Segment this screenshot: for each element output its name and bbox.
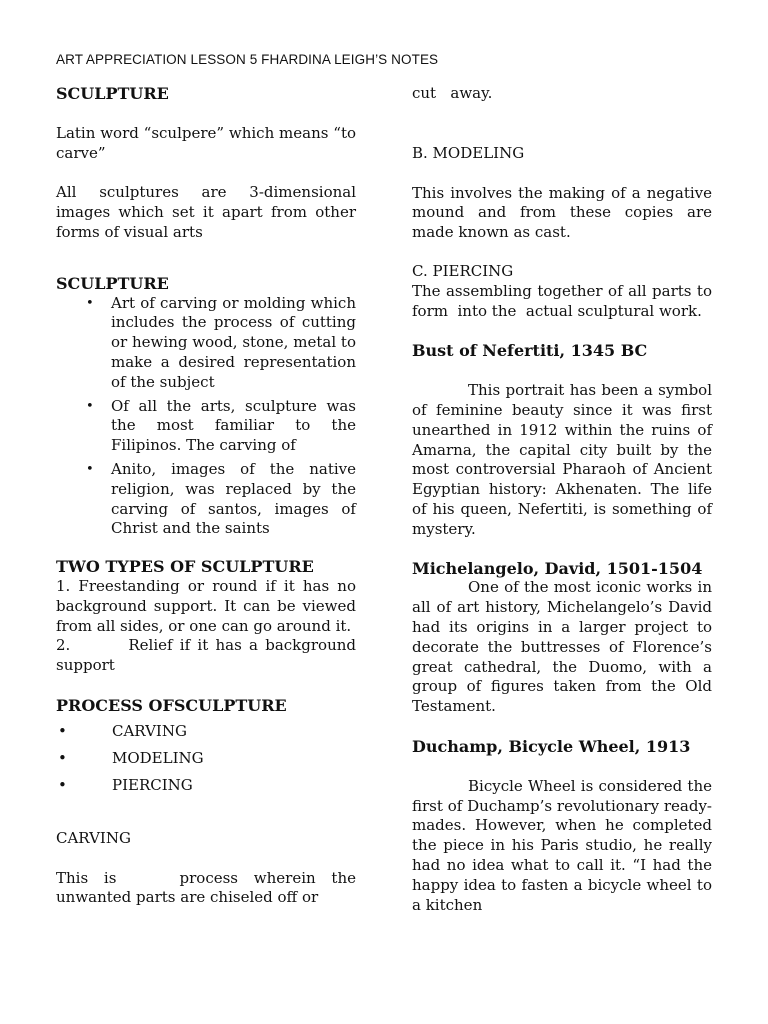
david-title: Michelangelo, David, 1501-1504 bbox=[412, 558, 703, 578]
bullet-icon: • bbox=[86, 295, 94, 311]
bullet-icon: • bbox=[58, 748, 67, 767]
duchamp-text: Bicycle Wheel is considered the first of Duchamp’s revolutionary ready-mades. However, when he completed the piece in his Paris studio, he really had no idea what to call it. “I had the happy idea to fasten a bicycle wheel to a kitchen bbox=[412, 776, 712, 914]
piercing-title: C. PIERCING bbox=[412, 261, 514, 280]
nefertiti-title: Bust of Nefertiti, 1345 BC bbox=[412, 341, 648, 361]
document-header: ART APPRECIATION LESSON 5 FHARDINA LEIGH’S NOTES bbox=[56, 52, 439, 67]
list-item: • Of all the arts, sculpture was the most familiar to the Filipinos. The carving of bbox=[86, 396, 356, 455]
right-column bbox=[412, 84, 712, 915]
bullet-icon: • bbox=[86, 461, 94, 477]
sculpture-bullet-list bbox=[56, 294, 356, 540]
type-relief: 2. Relief if it has a background support bbox=[56, 636, 356, 675]
carving-continued: cut away. bbox=[412, 84, 493, 102]
list-item: • CARVING bbox=[58, 721, 187, 740]
paragraph-latin-word: Latin word “sculpere” which means “to carve” bbox=[56, 123, 356, 162]
section-heading-sculpture-2: SCULPTURE bbox=[56, 273, 169, 293]
list-item: • Art of carving or molding which includes the process of cutting or hewing wood, stone, metal to make a desired representation of the subject bbox=[86, 293, 356, 391]
process-list bbox=[56, 722, 356, 803]
section-heading-process: PROCESS OFSCULPTURE bbox=[56, 695, 287, 715]
list-item: • PIERCING bbox=[58, 775, 193, 794]
modeling-title: B. MODELING bbox=[412, 143, 525, 162]
david-text: One of the most iconic works in all of art history, Michelangelo’s David had its origins in a larger project to decorate the buttresses of Florence’s great cathedral, the Duomo, with a group of figures taken from the Old Testament. bbox=[412, 578, 712, 716]
list-item: • Anito, images of the native religion, was replaced by the carving of santos, images of Christ and the saints bbox=[86, 459, 356, 538]
carving-text: This is process wherein the unwanted parts are chiseled off or bbox=[56, 868, 356, 907]
bullet-icon: • bbox=[58, 721, 67, 740]
modeling-text: This involves the making of a negative mound and from these copies are made known as cast. bbox=[412, 183, 712, 242]
bullet-icon: • bbox=[86, 398, 94, 414]
carving-title: CARVING bbox=[56, 828, 131, 847]
left-column bbox=[56, 84, 356, 908]
section-heading-two-types: TWO TYPES OF SCULPTURE bbox=[56, 557, 314, 577]
paragraph-three-dimensional: All sculptures are 3-dimensional images which set it apart from other forms of visual arts bbox=[56, 183, 356, 241]
list-item: • MODELING bbox=[58, 748, 204, 767]
piercing-text: The assembling together of all parts to form into the actual sculptural work. bbox=[412, 281, 712, 320]
duchamp-title: Duchamp, Bicycle Wheel, 1913 bbox=[412, 736, 691, 756]
section-heading-sculpture: SCULPTURE bbox=[56, 84, 169, 103]
type-freestanding: 1. Freestanding or round if it has no background support. It can be viewed from all sides, or one can go around it. bbox=[56, 576, 356, 635]
nefertiti-text: This portrait has been a symbol of feminine beauty since it was first unearthed in 1912 within the ruins of Amarna, the capital city built by the most controversial Pharaoh of Ancient Egyptian history: Akhenaten. The life of his queen, Nefertiti, is something of mystery. bbox=[412, 381, 712, 538]
bullet-icon: • bbox=[58, 775, 67, 794]
